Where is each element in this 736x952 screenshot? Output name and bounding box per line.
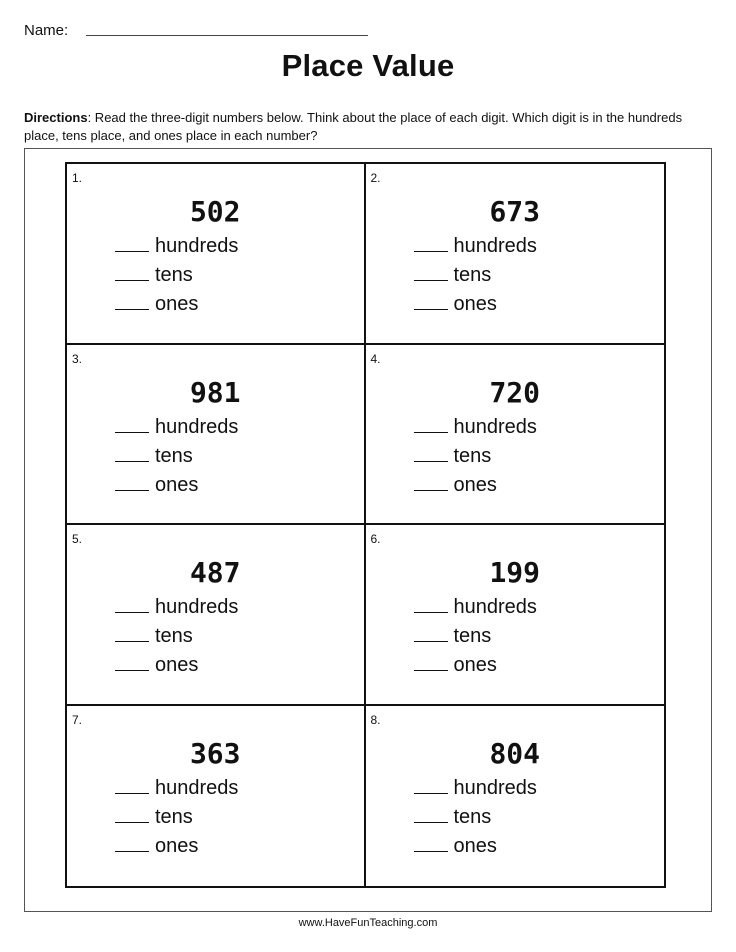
ones-answer [414,290,537,319]
tens-label: tens [453,625,492,647]
problem-card [366,525,665,706]
answer-blank[interactable] [414,418,448,433]
answer-lines [115,232,238,319]
tens-answer [115,622,238,651]
hundreds-label: hundreds [453,415,537,438]
answer-blank[interactable] [414,476,448,491]
answer-blank[interactable] [115,656,149,671]
ones-label: ones [453,834,497,857]
problem-number: 1. [72,171,83,185]
hundreds-label: hundreds [155,235,239,257]
problem-number: 4. [370,351,381,366]
answer-blank[interactable] [414,598,448,613]
answer-blank[interactable] [115,808,149,823]
name-label: Name: [24,22,69,39]
tens-label: tens [155,805,193,828]
answer-blank[interactable] [115,627,149,642]
name-field-line[interactable] [86,35,368,36]
hundreds-label: hundreds [453,235,537,257]
answer-blank[interactable] [115,779,149,794]
hundreds-label: hundreds [155,415,239,438]
answer-blank[interactable] [115,418,149,433]
answer-blank[interactable] [115,295,149,310]
answer-blank[interactable] [414,779,448,794]
problem-value: 502 [189,195,241,228]
ones-answer [414,832,537,861]
ones-answer [115,471,238,500]
problem-number: 8. [370,712,381,727]
footer-site-credit: www.HaveFunTeaching.com [298,917,438,929]
answer-blank[interactable] [115,266,149,281]
tens-label: tens [453,444,492,467]
hundreds-label: hundreds [453,596,537,618]
tens-answer [115,442,238,471]
answer-blank[interactable] [414,627,448,642]
problem-value: 720 [489,375,541,409]
directions [24,109,714,145]
problem-value: 199 [489,556,541,589]
problem-value: 804 [489,736,541,770]
problem-number: 3. [72,351,83,366]
hundreds-answer [115,593,238,622]
answer-blank[interactable] [414,808,448,823]
tens-answer [414,803,537,832]
hundreds-answer [414,593,537,622]
problem-card [67,164,366,345]
ones-answer [115,290,238,319]
answer-lines [414,413,537,500]
problem-number: 2. [370,171,381,185]
hundreds-answer [115,232,238,261]
problem-card [366,706,665,887]
ones-label: ones [453,654,497,676]
ones-label: ones [155,654,199,676]
problem-number: 5. [72,532,83,546]
ones-label: ones [453,293,497,315]
ones-answer [115,651,238,680]
ones-answer [414,471,537,500]
answer-lines [115,593,238,680]
problem-card [366,164,665,345]
hundreds-answer [115,774,238,803]
tens-label: tens [155,444,193,467]
page-title: Place Value [281,48,455,83]
answer-blank[interactable] [414,837,448,852]
ones-answer [115,832,238,861]
hundreds-answer [414,232,537,261]
hundreds-label: hundreds [453,776,537,799]
tens-answer [115,261,238,290]
tens-label: tens [155,264,193,286]
ones-label: ones [155,473,199,496]
tens-answer [414,442,537,471]
hundreds-answer [115,413,238,442]
tens-label: tens [155,625,193,647]
answer-blank[interactable] [414,295,448,310]
tens-answer [414,622,537,651]
tens-answer [115,803,238,832]
problem-value: 487 [189,556,241,589]
tens-label: tens [453,805,492,828]
ones-label: ones [155,834,199,857]
answer-blank[interactable] [115,447,149,462]
answer-lines [414,232,537,319]
problem-value: 363 [189,736,241,770]
problem-card [67,525,366,706]
ones-label: ones [453,473,497,496]
answer-blank[interactable] [115,598,149,613]
hundreds-answer [414,774,537,803]
answer-lines [115,413,238,500]
tens-answer [414,261,537,290]
problem-grid [65,162,666,888]
problem-number: 7. [72,712,83,727]
problem-card [366,345,665,526]
problem-card [67,345,366,526]
answer-blank[interactable] [414,447,448,462]
tens-label: tens [453,264,492,286]
hundreds-label: hundreds [155,596,239,618]
answer-blank[interactable] [414,656,448,671]
directions-text: : Read the three-digit numbers below. Think about the place of each digit. Which digit is in the hundreds place, tens place, and ones place in each number? [24,110,683,143]
problem-value: 981 [189,375,241,409]
ones-label: ones [155,293,199,315]
problem-value: 673 [489,195,541,228]
answer-blank[interactable] [115,476,149,491]
answer-lines [115,774,238,861]
problem-card [67,706,366,887]
ones-answer [414,651,537,680]
answer-blank[interactable] [115,837,149,852]
answer-blank[interactable] [414,237,448,252]
answer-blank[interactable] [414,266,448,281]
hundreds-answer [414,413,537,442]
answer-lines [414,593,537,680]
hundreds-label: hundreds [155,776,239,799]
problem-number: 6. [370,532,381,546]
answer-lines [414,774,537,861]
answer-blank[interactable] [115,237,149,252]
directions-label: Directions [24,110,88,125]
